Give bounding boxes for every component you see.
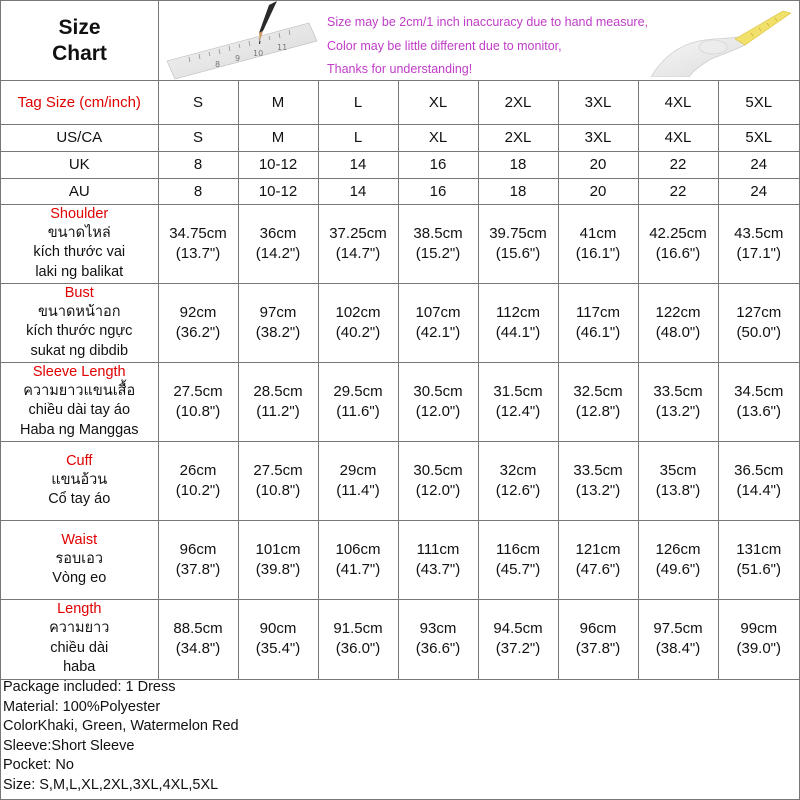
ruler-tick-9: 9 (235, 54, 241, 63)
measurement-name: Sleeve Length (32, 363, 126, 380)
conversion-cell: 22 (638, 178, 718, 204)
value-cell: 35cm (13.8") (638, 441, 718, 520)
size-header-l: L (318, 81, 398, 124)
value-cell: 97.5cm (38.4") (638, 599, 718, 679)
value-cell: 36.5cm (14.4") (718, 441, 799, 520)
translation-tl: haba (63, 659, 96, 676)
value-cell: 122cm (48.0") (638, 283, 718, 362)
size-header-m: M (238, 81, 318, 124)
info-material: Material: 100%Polyester (3, 698, 161, 715)
value-cell: 116cm (45.7") (478, 520, 558, 599)
value-cell: 32.5cm (12.8") (558, 362, 638, 441)
conversion-cell: 10-12 (238, 178, 318, 204)
conversion-cell: 4XL (638, 124, 718, 151)
value-cell: 33.5cm (13.2") (638, 362, 718, 441)
value-cell: 30.5cm (12.0") (398, 362, 478, 441)
conversion-cell: 18 (478, 178, 558, 204)
measurement-name: Cuff (66, 452, 93, 469)
size-header-2xl: 2XL (478, 81, 558, 124)
conversion-cell: 8 (158, 151, 238, 178)
conversion-label: UK (1, 151, 158, 178)
measurement-name: Length (57, 601, 102, 618)
size-header-4xl: 4XL (638, 81, 718, 124)
value-cell: 32cm (12.6") (478, 441, 558, 520)
value-cell: 99cm (39.0") (718, 599, 799, 679)
value-cell: 29cm (11.4") (318, 441, 398, 520)
value-cell: 107cm (42.1") (398, 283, 478, 362)
translation-tl: laki ng balikat (35, 263, 124, 280)
tag-size-label: Tag Size (cm/inch) (1, 81, 158, 124)
translation-tl: Haba ng Manggas (20, 421, 139, 438)
value-cell: 37.25cm (14.7") (318, 204, 398, 283)
measurement-label (1, 441, 158, 520)
note-color: Color may be little different due to monitor, (327, 38, 562, 53)
value-cell: 27.5cm (10.8") (238, 441, 318, 520)
value-cell: 94.5cm (37.2") (478, 599, 558, 679)
waist-row (1, 520, 799, 599)
value-cell: 43.5cm (17.1") (718, 204, 799, 283)
hand-tape-measure-illustration (641, 11, 791, 77)
value-cell: 102cm (40.2") (318, 283, 398, 362)
conversion-cell: 14 (318, 178, 398, 204)
conversion-cell: L (318, 124, 398, 151)
info-color: ColorKhaki, Green, Watermelon Red (3, 718, 239, 735)
value-cell: 34.75cm (13.7") (158, 204, 238, 283)
measurement-label (1, 362, 158, 441)
value-cell: 39.75cm (15.6") (478, 204, 558, 283)
value-cell: 127cm (50.0") (718, 283, 799, 362)
sleeve-length-row (1, 362, 799, 441)
translation-th: ความยาวแขนเสื้อ (23, 382, 136, 399)
translation-th: ขนาดหน้าอก (38, 303, 121, 320)
conversion-cell: 5XL (718, 124, 799, 151)
translation-tl: sukat ng dibdib (30, 342, 129, 359)
note-thanks: Thanks for understanding! (327, 62, 473, 76)
value-cell: 36cm (14.2") (238, 204, 318, 283)
translation-vi: Cổ tay áo (48, 491, 111, 507)
value-cell: 88.5cm (34.8") (158, 599, 238, 679)
conversion-cell: 10-12 (238, 151, 318, 178)
translation-vi: kích thước ngực (26, 323, 133, 340)
value-cell: 126cm (49.6") (638, 520, 718, 599)
title-line-2: Chart (52, 41, 107, 65)
value-cell: 91.5cm (36.0") (318, 599, 398, 679)
size-header-5xl: 5XL (718, 81, 799, 124)
value-cell: 31.5cm (12.4") (478, 362, 558, 441)
measurement-label (1, 520, 158, 599)
conversion-cell: M (238, 124, 318, 151)
value-cell: 93cm (36.6") (398, 599, 478, 679)
value-cell: 131cm (51.6") (718, 520, 799, 599)
shoulder-row (1, 204, 799, 283)
bust-row (1, 283, 799, 362)
uk-row (1, 151, 799, 178)
value-cell: 34.5cm (13.6") (718, 362, 799, 441)
conversion-cell: 24 (718, 178, 799, 204)
conversion-cell: S (158, 124, 238, 151)
size-table (1, 81, 799, 680)
translation-th: รอบเอว (55, 550, 103, 567)
measurement-label (1, 204, 158, 283)
value-cell: 111cm (43.7") (398, 520, 478, 599)
measurement-name: Bust (64, 284, 94, 301)
translation-vi: Vòng eo (52, 570, 107, 586)
size-header-s: S (158, 81, 238, 124)
chart-title (1, 1, 159, 80)
measurement-label (1, 599, 158, 679)
cuff-row (1, 441, 799, 520)
conversion-cell: 20 (558, 151, 638, 178)
ruler-tick-10: 10 (253, 49, 264, 58)
translation-th: แขนอ้วน (51, 471, 108, 488)
value-cell: 27.5cm (10.8") (158, 362, 238, 441)
product-info (3, 678, 793, 796)
value-cell: 90cm (35.4") (238, 599, 318, 679)
info-package: Package included: 1 Dress (3, 679, 176, 695)
conversion-cell: 16 (398, 151, 478, 178)
length-row (1, 599, 799, 679)
chart-header (1, 1, 799, 81)
conversion-cell: 14 (318, 151, 398, 178)
conversion-cell: 20 (558, 178, 638, 204)
translation-vi: kích thước vai (33, 244, 126, 261)
translation-vi: chiều dài tay áo (28, 402, 131, 419)
conversion-cell: 22 (638, 151, 718, 178)
conversion-cell: 3XL (558, 124, 638, 151)
value-cell: 41cm (16.1") (558, 204, 638, 283)
note-hand-measure: Size may be 2cm/1 inch inaccuracy due to hand measure, (327, 15, 649, 29)
measurement-notes (327, 11, 687, 82)
value-cell: 42.25cm (16.6") (638, 204, 718, 283)
value-cell: 92cm (36.2") (158, 283, 238, 362)
value-cell: 96cm (37.8") (558, 599, 638, 679)
translation-th: ความยาว (49, 620, 110, 637)
translation-vi: chiều dài (50, 639, 109, 656)
value-cell: 112cm (44.1") (478, 283, 558, 362)
info-sleeve: Sleeve:Short Sleeve (3, 737, 135, 754)
measurement-name: Waist (61, 531, 98, 548)
conversion-label: US/CA (1, 124, 158, 151)
au-row (1, 178, 799, 204)
value-cell: 26cm (10.2") (158, 441, 238, 520)
ruler-tick-11: 11 (277, 43, 288, 52)
measurement-name: Shoulder (50, 205, 109, 222)
value-cell: 33.5cm (13.2") (558, 441, 638, 520)
us-ca-row (1, 124, 799, 151)
info-pocket: Pocket: No (3, 757, 74, 774)
translation-th: ขนาดไหล่ (47, 224, 111, 241)
value-cell: 29.5cm (11.6") (318, 362, 398, 441)
value-cell: 121cm (47.6") (558, 520, 638, 599)
title-line-1: Size (58, 15, 101, 39)
value-cell: 101cm (39.8") (238, 520, 318, 599)
ruler-pencil-illustration (159, 1, 319, 80)
value-cell: 106cm (41.7") (318, 520, 398, 599)
size-header-xl: XL (398, 81, 478, 124)
value-cell: 97cm (38.2") (238, 283, 318, 362)
conversion-cell: 8 (158, 178, 238, 204)
value-cell: 96cm (37.8") (158, 520, 238, 599)
conversion-cell: XL (398, 124, 478, 151)
value-cell: 30.5cm (12.0") (398, 441, 478, 520)
measurement-label (1, 283, 158, 362)
conversion-cell: 24 (718, 151, 799, 178)
conversion-cell: 2XL (478, 124, 558, 151)
ruler-tick-8: 8 (215, 60, 221, 69)
info-size: Size: S,M,L,XL,2XL,3XL,4XL,5XL (3, 776, 219, 793)
size-header-3xl: 3XL (558, 81, 638, 124)
conversion-label: AU (1, 178, 158, 204)
value-cell: 28.5cm (11.2") (238, 362, 318, 441)
conversion-cell: 18 (478, 151, 558, 178)
tag-size-row (1, 81, 799, 124)
value-cell: 117cm (46.1") (558, 283, 638, 362)
value-cell: 38.5cm (15.2") (398, 204, 478, 283)
conversion-cell: 16 (398, 178, 478, 204)
